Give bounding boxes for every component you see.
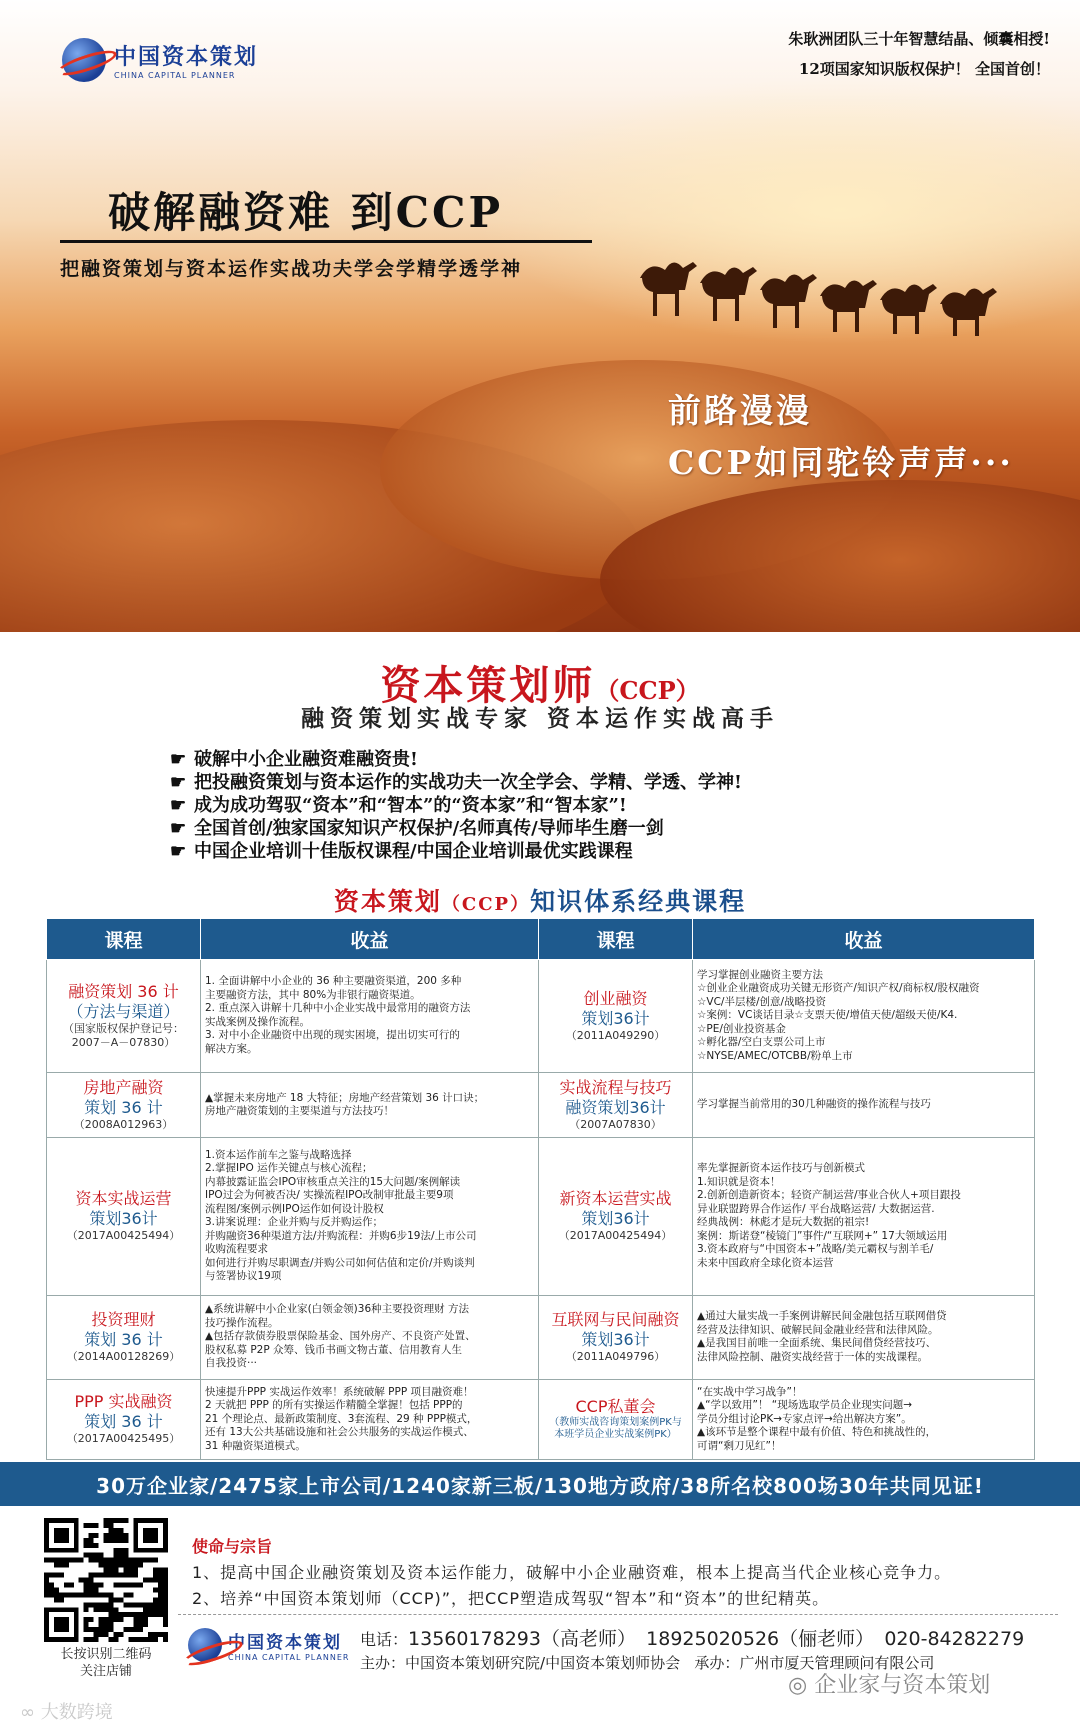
table-row bbox=[47, 1379, 1035, 1459]
course-subtitle: （方法与渠道） bbox=[67, 1001, 180, 1021]
column-header: 收益 bbox=[693, 919, 1035, 960]
course-name: PPP 实战融资 bbox=[74, 1392, 173, 1412]
course-name-cell bbox=[47, 960, 201, 1073]
course-name-cell bbox=[539, 1138, 693, 1295]
list-item: ☛ 中国企业培训十佳版权课程/中国企业培训最优实践课程 bbox=[170, 841, 633, 862]
course-subtitle: 策划36计 bbox=[581, 1330, 650, 1350]
benefit-line: 学员分组讨论PK→专家点评→给出解决方案”。 bbox=[697, 1412, 912, 1425]
column-header: 课程 bbox=[539, 919, 693, 960]
benefit-line: 流程图/案例示例IPO运作如何设计股权 bbox=[205, 1202, 384, 1215]
benefit-line: 学习掌握创业融资主要方法 bbox=[697, 968, 823, 981]
benefit-line: 收购流程要求 bbox=[205, 1243, 268, 1256]
course-benefit-cell bbox=[693, 1138, 1035, 1295]
table-header-row bbox=[47, 919, 1035, 960]
benefit-line: 如何进行并购尽职调查/并购公司如何估值和定价/并购谈判 bbox=[205, 1256, 475, 1269]
course-benefit-cell bbox=[693, 960, 1035, 1073]
benefit-line: 技巧操作流程。 bbox=[205, 1316, 279, 1329]
qr-caption: 长按识别二维码 关注店铺 bbox=[60, 1647, 152, 1679]
copyright-code: （2007A07830） bbox=[569, 1118, 662, 1132]
title-text: 资本策划师 bbox=[380, 662, 596, 709]
course-name-cell bbox=[47, 1138, 201, 1295]
course-subtitle: 策划36计 bbox=[581, 1209, 650, 1229]
copyright-code: （2017A00425494） bbox=[558, 1229, 673, 1243]
benefit-line: ☆案例：VC谈话目录☆支票天使/增值天使/超级天使/K4. bbox=[697, 1009, 958, 1022]
feature-list bbox=[170, 748, 742, 863]
course-table bbox=[46, 918, 1035, 1460]
benefit-line: 31 种融资渠道模式。 bbox=[205, 1439, 306, 1452]
benefit-line: 3.讲案说理：企业并购与反并购运作； bbox=[205, 1216, 384, 1229]
camel-caravan-icon bbox=[630, 238, 1030, 348]
benefit-line: 还有 13大公共基础设施和社会公共服务的实战运作模式、 bbox=[205, 1426, 474, 1439]
hero-banner bbox=[0, 0, 1080, 632]
watermark-right: ◎ 企业家与资本策划 bbox=[788, 1673, 991, 1698]
benefit-line: 股权私募 P2P 众筹、钱币书画文物古董、信用教育人生 bbox=[205, 1343, 463, 1356]
course-subtitle: 策划 36 计 bbox=[84, 1098, 163, 1118]
benefit-line: ▲是我国目前唯一全面系统、集民间借贷经营技巧、 bbox=[697, 1337, 937, 1350]
benefit-line: 3.资本政府与“中国资本+”战略/美元霸权与割羊毛/ bbox=[697, 1243, 934, 1256]
poem-line-1: 前路漫漫 bbox=[668, 391, 812, 430]
benefit-line: 2. 重点深入讲解十几种中小企业实战中最常用的融资方法 bbox=[205, 1002, 471, 1015]
benefit-line: 未来中国政府全球化资本运营 bbox=[697, 1256, 834, 1269]
benefit-line: 2 天就把 PPP 的所有实操运作精髓全掌握！包括 PPP的 bbox=[205, 1399, 463, 1412]
title-suffix: （CCP） bbox=[595, 676, 700, 705]
table-row bbox=[47, 1072, 1035, 1137]
footer-logo: 中国资本策划 CHINA CAPITAL PLANNER bbox=[188, 1628, 349, 1662]
course-name: 新资本运营实战 bbox=[559, 1189, 672, 1209]
course-name: 互联网与民间融资 bbox=[551, 1310, 680, 1330]
benefit-line: 1.知识就是资本！ bbox=[697, 1175, 781, 1188]
benefit-line: ▲通过大量实战一手案例讲解民间金融包括互联网借贷 bbox=[697, 1310, 947, 1323]
course-benefit-cell bbox=[201, 960, 539, 1073]
benefit-line: 法律风险控制、融资实战经营于一体的实战课程。 bbox=[697, 1350, 928, 1363]
table-row bbox=[47, 1295, 1035, 1379]
course-benefit-cell bbox=[693, 1379, 1035, 1459]
benefit-line: ▲包括存款债券股票保险基金、国外房产、不良资产处置、 bbox=[205, 1330, 476, 1343]
list-item: ☛ 全国首创/独家国家知识产权保护/名师真传/导师毕生磨一剑 bbox=[170, 818, 664, 839]
course-subtitle: （教师实战咨询策划案例PK与 bbox=[549, 1417, 682, 1429]
course-name: 融资策划 36 计 bbox=[68, 981, 179, 1001]
course-name: CCP私董会 bbox=[575, 1397, 656, 1417]
divider bbox=[178, 1614, 1058, 1616]
list-item: ☛ 成为成功驾驭“资本”和“智本”的“资本家”和“智本家”! bbox=[170, 795, 627, 816]
copyright-code: （2011A049796） bbox=[565, 1350, 666, 1364]
course-benefit-cell bbox=[201, 1072, 539, 1137]
benefit-line: 异业联盟跨界合作运作/ 平台战略运营/ 大数据运营. bbox=[697, 1202, 935, 1215]
watermark-left: ∞ 大数跨境 bbox=[20, 1702, 113, 1723]
copyright-code: （2008A012963） bbox=[73, 1118, 174, 1132]
title-divider bbox=[60, 240, 592, 243]
benefit-line: 3. 对中小企业融资中出现的现实困境，提出切实可行的 bbox=[205, 1029, 460, 1042]
course-subtitle: 策划36计 bbox=[89, 1209, 158, 1229]
brand-logo bbox=[62, 38, 258, 82]
course-name: 房地产融资 bbox=[83, 1078, 164, 1098]
globe-icon bbox=[188, 1628, 222, 1662]
slogan-line-1: 朱耿洲团队三十年智慧结晶、倾囊相授! bbox=[788, 30, 1050, 48]
benefit-line: 并购融资36种渠道方法/并购流程：并购6步19法/上市公司 bbox=[205, 1229, 477, 1242]
course-name-cell bbox=[47, 1379, 201, 1459]
achievement-banner: 30万企业家/2475家上市公司/1240家新三板/130地方政府/38所名校800场30年共同见证! bbox=[0, 1462, 1080, 1506]
course-name-cell bbox=[539, 1295, 693, 1379]
section-title: 资本策划（CCP）知识体系经典课程 bbox=[333, 887, 747, 916]
course-benefit-cell bbox=[201, 1295, 539, 1379]
qr-code[interactable] bbox=[44, 1518, 168, 1642]
column-header: 课程 bbox=[47, 919, 201, 960]
course-name: 创业融资 bbox=[583, 988, 648, 1008]
benefit-line: 可谓“剩刀见红”！ bbox=[697, 1439, 782, 1452]
benefit-line: 案例：斯诺登“棱镜门”事件/“互联网+” 17大领域运用 bbox=[697, 1229, 948, 1242]
copyright-code: 本班学员企业实战案例PK） bbox=[554, 1429, 677, 1441]
benefit-line: ☆PE/创业投资基金 bbox=[697, 1022, 786, 1035]
course-name: 实战流程与技巧 bbox=[559, 1078, 672, 1098]
benefit-line: 1. 全面讲解中小企业的 36 种主要融资渠道，200 多种 bbox=[205, 975, 462, 988]
benefit-line: ▲“学以致用”！ “现场选取学员企业现实问题→ bbox=[697, 1399, 913, 1412]
hero-subtitle: 把融资策划与资本运作实战功夫学会学精学透学神 bbox=[60, 258, 523, 280]
benefit-line: 实战案例及操作流程。 bbox=[205, 1015, 310, 1028]
globe-icon bbox=[62, 38, 106, 82]
contact-phones: 电话：13560178293（高老师） 18925020526（俪老师） 020-84282279 bbox=[360, 1628, 1025, 1650]
mission-item: 1、提高中国企业融资策划及资本运作能力，破解中小企业融资难，根本上提高当代企业核心竞争力。 bbox=[192, 1563, 952, 1582]
benefit-line: 与签署协议19项 bbox=[205, 1270, 282, 1283]
watermark-icon: ∞ bbox=[20, 1702, 41, 1723]
benefit-line: 经营及法律知识、破解民间金融业经营和法律风险。 bbox=[697, 1323, 939, 1336]
logo-text-en: CHINA CAPITAL PLANNER bbox=[114, 71, 236, 80]
list-item: ☛ 破解中小企业融资难融资贵! bbox=[170, 749, 418, 770]
course-name-cell bbox=[47, 1295, 201, 1379]
benefit-line: 率先掌握新资本运作技巧与创新模式 bbox=[697, 1162, 865, 1175]
course-benefit-cell bbox=[201, 1138, 539, 1295]
copyright-code: （2017A00425495） bbox=[66, 1432, 181, 1446]
mission-item: 2、培养“中国资本策划师（CCP)”，把CCP塑造成驾驭“智本”和“资本”的世纪精英。 bbox=[192, 1589, 830, 1608]
benefit-line: 房地产融资策划的主要渠道与方法技巧！ bbox=[205, 1105, 394, 1118]
logo-text-cn: 中国资本策划 bbox=[114, 44, 259, 70]
benefit-line: 解决方案。 bbox=[205, 1042, 258, 1055]
wechat-icon: ◎ bbox=[788, 1673, 815, 1698]
benefit-line: ☆创业企业融资成功关键无形资产/知识产权/商标权/股权融资 bbox=[697, 982, 980, 995]
course-name: 资本实战运营 bbox=[75, 1189, 172, 1209]
benefit-line: ▲该环节是整个课程中最有价值、特色和挑战性的， bbox=[697, 1426, 937, 1439]
benefit-line: 21 个理论点、最新政策制度、3套流程、29 种 PPP模式， bbox=[205, 1412, 478, 1425]
course-name: 投资理财 bbox=[91, 1310, 156, 1330]
benefit-line: 学习掌握当前常用的30几种融资的操作流程与技巧 bbox=[697, 1098, 931, 1111]
course-subtitle: 策划36计 bbox=[581, 1008, 650, 1028]
table-row bbox=[47, 1138, 1035, 1295]
benefit-line: ☆NYSE/AMEC/OTCBB/粉单上市 bbox=[697, 1049, 853, 1062]
hero-title: 破解融资难 到CCP bbox=[108, 188, 504, 237]
copyright-code: （2017A00425494） bbox=[66, 1229, 181, 1243]
benefit-line: ▲掌握未来房地产 18 大特征；房地产经营策划 36 计口诀； bbox=[205, 1091, 485, 1104]
benefit-line: 2.掌握IPO 运作关键点与核心流程； bbox=[205, 1162, 373, 1175]
benefit-line: ☆孵化器/空白支票公司上市 bbox=[697, 1036, 826, 1049]
benefit-line: “在实战中学习战争”！ bbox=[697, 1385, 803, 1398]
benefit-line: 自我投资··· bbox=[205, 1357, 258, 1370]
pointing-hand-icon: ☛ bbox=[170, 841, 187, 862]
course-name-cell bbox=[539, 960, 693, 1073]
benefit-line: 内幕披露证监会IPO审核重点关注的15大问题/案例解读 bbox=[205, 1175, 461, 1188]
copyright-code: （2014A00128269） bbox=[66, 1350, 181, 1364]
course-benefit-cell bbox=[693, 1072, 1035, 1137]
page-tagline: 融资策划实战专家 资本运作实战高手 bbox=[300, 705, 779, 732]
pointing-hand-icon: ☛ bbox=[170, 818, 187, 839]
benefit-line: ▲系统讲解中小企业家(白领金领)36种主要投资理财 方法 bbox=[205, 1303, 469, 1316]
course-name-cell bbox=[539, 1072, 693, 1137]
benefit-line: 主要融资方法，其中 80%为非银行融资渠道。 bbox=[205, 988, 421, 1001]
poem-line-2: CCP如同驼铃声声··· bbox=[668, 443, 1014, 482]
pointing-hand-icon: ☛ bbox=[170, 749, 187, 770]
copyright-code: （2011A049290） bbox=[565, 1028, 666, 1042]
course-benefit-cell bbox=[693, 1295, 1035, 1379]
contact-organizers: 主办：中国资本策划研究院/中国资本策划师协会 承办：广州市厦天管理顾问有限公司 bbox=[360, 1654, 935, 1672]
course-subtitle: 策划 36 计 bbox=[84, 1330, 163, 1350]
benefit-line: 经典战例：林彪才是玩大数据的祖宗! bbox=[697, 1216, 870, 1229]
course-name-cell bbox=[47, 1072, 201, 1137]
slogan-line-2: 12项国家知识版权保护！ 全国首创！ bbox=[798, 60, 1050, 78]
course-subtitle: 策划 36 计 bbox=[84, 1412, 163, 1432]
course-benefit-cell bbox=[201, 1379, 539, 1459]
pointing-hand-icon: ☛ bbox=[170, 795, 187, 816]
course-subtitle: 融资策划36计 bbox=[565, 1098, 666, 1118]
benefit-line: 2.创新创造新资本；轻资产制运营/事业合伙人+项目跟投 bbox=[697, 1189, 961, 1202]
benefit-line: 1.资本运作前车之鉴与战略选择 bbox=[205, 1148, 352, 1161]
table-row bbox=[47, 960, 1035, 1073]
copyright-code: （国家版权保护登记号：2007－A－07830） bbox=[63, 1021, 184, 1049]
benefit-line: 快速提升PPP 实战运作效率！系统破解 PPP 项目融资难！ bbox=[205, 1385, 474, 1398]
pointing-hand-icon: ☛ bbox=[170, 772, 187, 793]
benefit-line: ☆VC/半层楼/创意/战略投资 bbox=[697, 995, 827, 1008]
mission-heading: 使命与宗旨 bbox=[192, 1537, 273, 1556]
column-header: 收益 bbox=[201, 919, 539, 960]
course-name-cell bbox=[539, 1379, 693, 1459]
benefit-line: IPO过会为何被否决/ 实操流程IPO改制审批最主要9项 bbox=[205, 1189, 454, 1202]
list-item: ☛ 把投融资策划与资本运作的实战功夫一次全学会、学精、学透、学神! bbox=[170, 772, 742, 793]
